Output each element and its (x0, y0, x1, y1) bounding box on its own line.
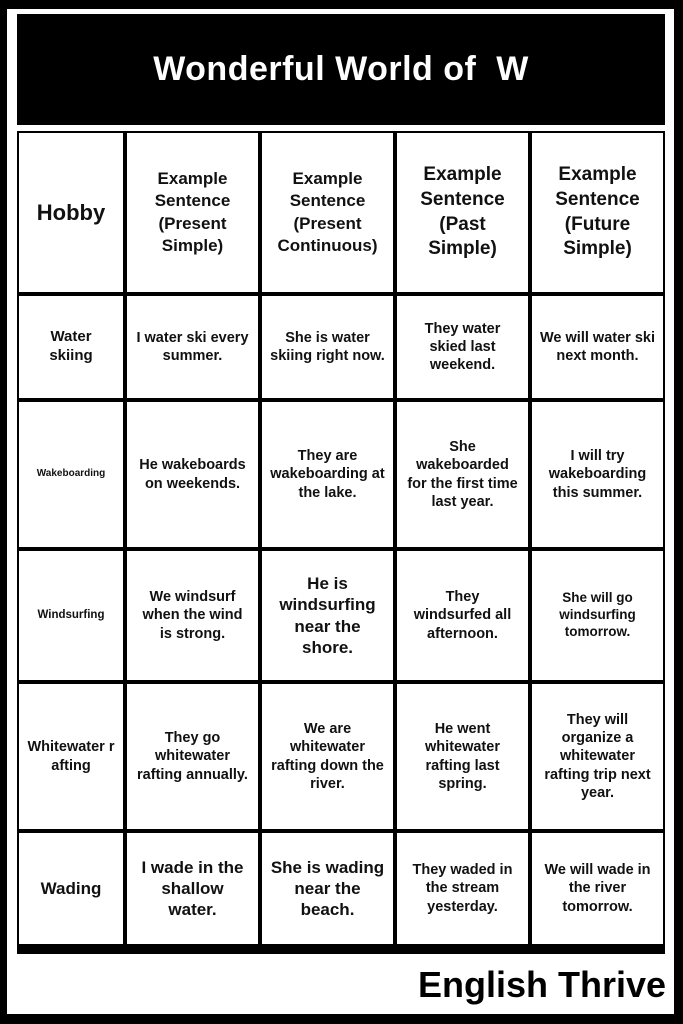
sentence-past-simple: They windsurfed all afternoon. (397, 551, 528, 680)
sentence-past-simple: They water skied last weekend. (397, 296, 528, 398)
sentence-present-continuous: We are whitewater rafting down the river. (262, 684, 393, 829)
sentence-present-continuous: He is windsurfing near the shore. (262, 551, 393, 680)
sentence-present-simple: I water ski every summer. (127, 296, 258, 398)
sentence-present-simple: I wade in the shallow water. (127, 833, 258, 944)
sentence-past-simple: They waded in the stream yesterday. (397, 833, 528, 944)
header-hobby: Hobby (19, 133, 123, 292)
header-present-simple: Example Sentence (Present Simple) (127, 133, 258, 292)
header-future-simple: Example Sentence (Future Simple) (532, 133, 663, 292)
sentence-present-continuous: She is water skiing right now. (262, 296, 393, 398)
sentence-future-simple: I will try wakeboarding this summer. (532, 402, 663, 547)
hobby-cell: Wakeboarding (19, 402, 123, 547)
sentence-future-simple: She will go windsurfing tomorrow. (532, 551, 663, 680)
sentence-present-continuous: She is wading near the beach. (262, 833, 393, 944)
sentence-future-simple: They will organize a whitewater rafting trip next year. (532, 684, 663, 829)
hobby-cell: Water skiing (19, 296, 123, 398)
sentence-past-simple: She wakeboarded for the first time last year. (397, 402, 528, 547)
sentence-future-simple: We will wade in the river tomorrow. (532, 833, 663, 944)
hobby-cell: Whitewater rafting (19, 684, 123, 829)
header-present-continuous: Example Sentence (Present Continuous) (262, 133, 393, 292)
tenses-table (17, 131, 665, 954)
page-title: Wonderful World of W (153, 50, 529, 88)
title-bar (17, 14, 665, 125)
sentence-past-simple: He went whitewater rafting last spring. (397, 684, 528, 829)
sentence-future-simple: We will water ski next month. (532, 296, 663, 398)
sentence-present-continuous: They are wakeboarding at the lake. (262, 402, 393, 547)
header-past-simple: Example Sentence (Past Simple) (397, 133, 528, 292)
sentence-present-simple: He wakeboards on weekends. (127, 402, 258, 547)
sentence-present-simple: They go whitewater rafting annually. (127, 684, 258, 829)
sentence-present-simple: We windsurf when the wind is strong. (127, 551, 258, 680)
footer-brand: English Thrive (417, 964, 666, 1005)
hobby-cell: Wading (19, 833, 123, 944)
hobby-cell: Windsurfing (19, 551, 123, 680)
